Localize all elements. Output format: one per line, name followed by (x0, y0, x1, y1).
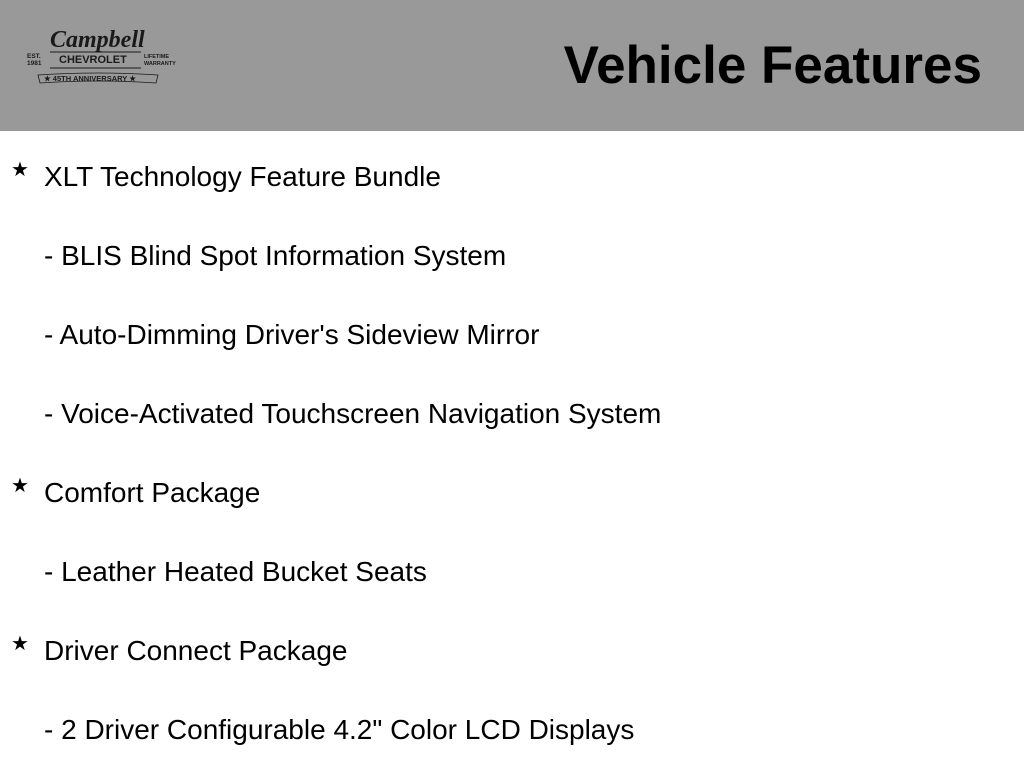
feature-item-label: - Auto-Dimming Driver's Sideview Mirror (44, 319, 540, 350)
star-icon: ★ (11, 475, 29, 497)
feature-package-row (0, 153, 1024, 193)
feature-item-label: - 2 Driver Configurable 4.2" Color LCD Displays (44, 714, 635, 745)
feature-item-row (0, 548, 1024, 588)
svg-text:LIFETIME: LIFETIME (144, 54, 170, 60)
feature-item-row (0, 390, 1024, 430)
svg-text:★ 45TH ANNIVERSARY ★: ★ 45TH ANNIVERSARY ★ (44, 74, 136, 83)
feature-package-label: Comfort Package (44, 477, 261, 508)
svg-text:Campbell: Campbell (50, 27, 145, 53)
star-icon: ★ (11, 633, 29, 655)
feature-package-row (0, 627, 1024, 667)
feature-item-row (0, 232, 1024, 272)
feature-item-label: - Voice-Activated Touchscreen Navigation System (44, 398, 662, 429)
svg-text:1981: 1981 (27, 60, 42, 67)
feature-item-label: - Leather Heated Bucket Seats (44, 556, 427, 587)
campbell-chevrolet-logo-image (26, 25, 176, 89)
star-icon: ★ (11, 159, 29, 181)
svg-text:EST.: EST. (27, 53, 41, 60)
feature-package-label: XLT Technology Feature Bundle (44, 161, 441, 192)
feature-item-label: - BLIS Blind Spot Information System (44, 240, 507, 271)
page-title: Vehicle Features (563, 36, 982, 95)
header-bar (0, 0, 1024, 131)
svg-text:WARRANTY: WARRANTY (144, 61, 176, 67)
feature-item-row (0, 311, 1024, 351)
feature-item-row (0, 706, 1024, 746)
feature-package-label: Driver Connect Package (44, 635, 348, 666)
feature-package-row (0, 469, 1024, 509)
svg-text:CHEVROLET: CHEVROLET (59, 54, 127, 66)
dealer-logo[interactable] (26, 25, 176, 89)
feature-list (0, 131, 1024, 768)
